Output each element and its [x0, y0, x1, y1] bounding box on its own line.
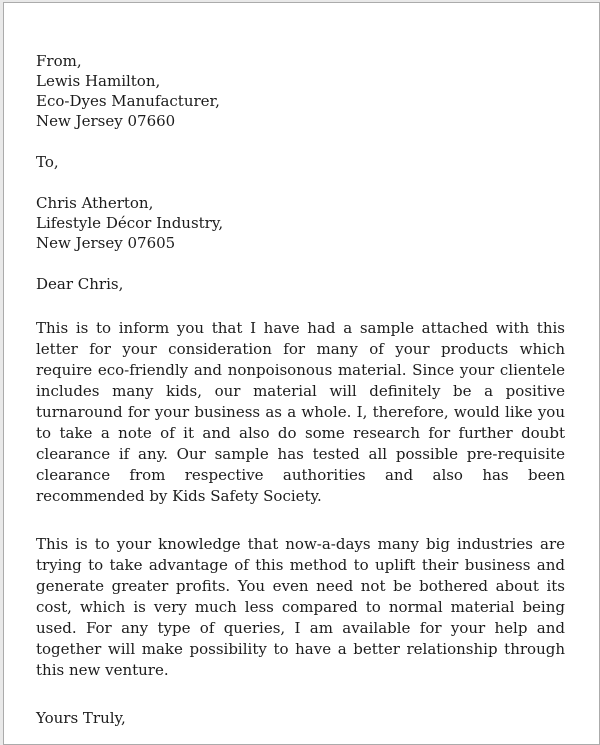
to-label: To, — [36, 153, 59, 171]
closing: Yours Truly, — [36, 709, 126, 727]
salutation: Dear Chris, — [36, 275, 124, 293]
from-label: From, — [36, 52, 82, 70]
sender-location: New Jersey 07660 — [36, 112, 176, 130]
to-label-block — [36, 152, 565, 172]
recipient-name: Chris Atherton, — [36, 194, 154, 212]
recipient-location: New Jersey 07605 — [36, 234, 176, 252]
letter-content — [4, 3, 599, 728]
body-paragraph-2: This is to your knowledge that now-a-days many big industries are trying to take advantage of this method to uplift their business and generate greater profits. You even need not be bothered about its cost, which is very much less compared to normal material being used. For any type of queries, I am available for your help and together will make possibility to have a better relationship through this new venture. — [36, 535, 565, 679]
body-paragraph-1: This is to inform you that I have had a sample attached with this letter for your consideration for many of your products which require eco-friendly and nonpoisonous material. Since your clientele includes many kids, our material will definitely be a positive turnaround for your business as a whole. I, therefore, would like you to take a note of it and also do some research for further doubt clearance if any. Our sample has tested all possible pre-requisite clearance from respective authorities and also has been recommended by Kids Safety Society. — [36, 319, 565, 505]
sender-organization: Eco-Dyes Manufacturer, — [36, 92, 220, 110]
recipient-address-block — [36, 193, 565, 253]
sender-name: Lewis Hamilton, — [36, 72, 161, 90]
sender-address-block — [36, 51, 565, 131]
recipient-organization: Lifestyle Décor Industry, — [36, 214, 224, 232]
letter-page — [3, 2, 600, 745]
